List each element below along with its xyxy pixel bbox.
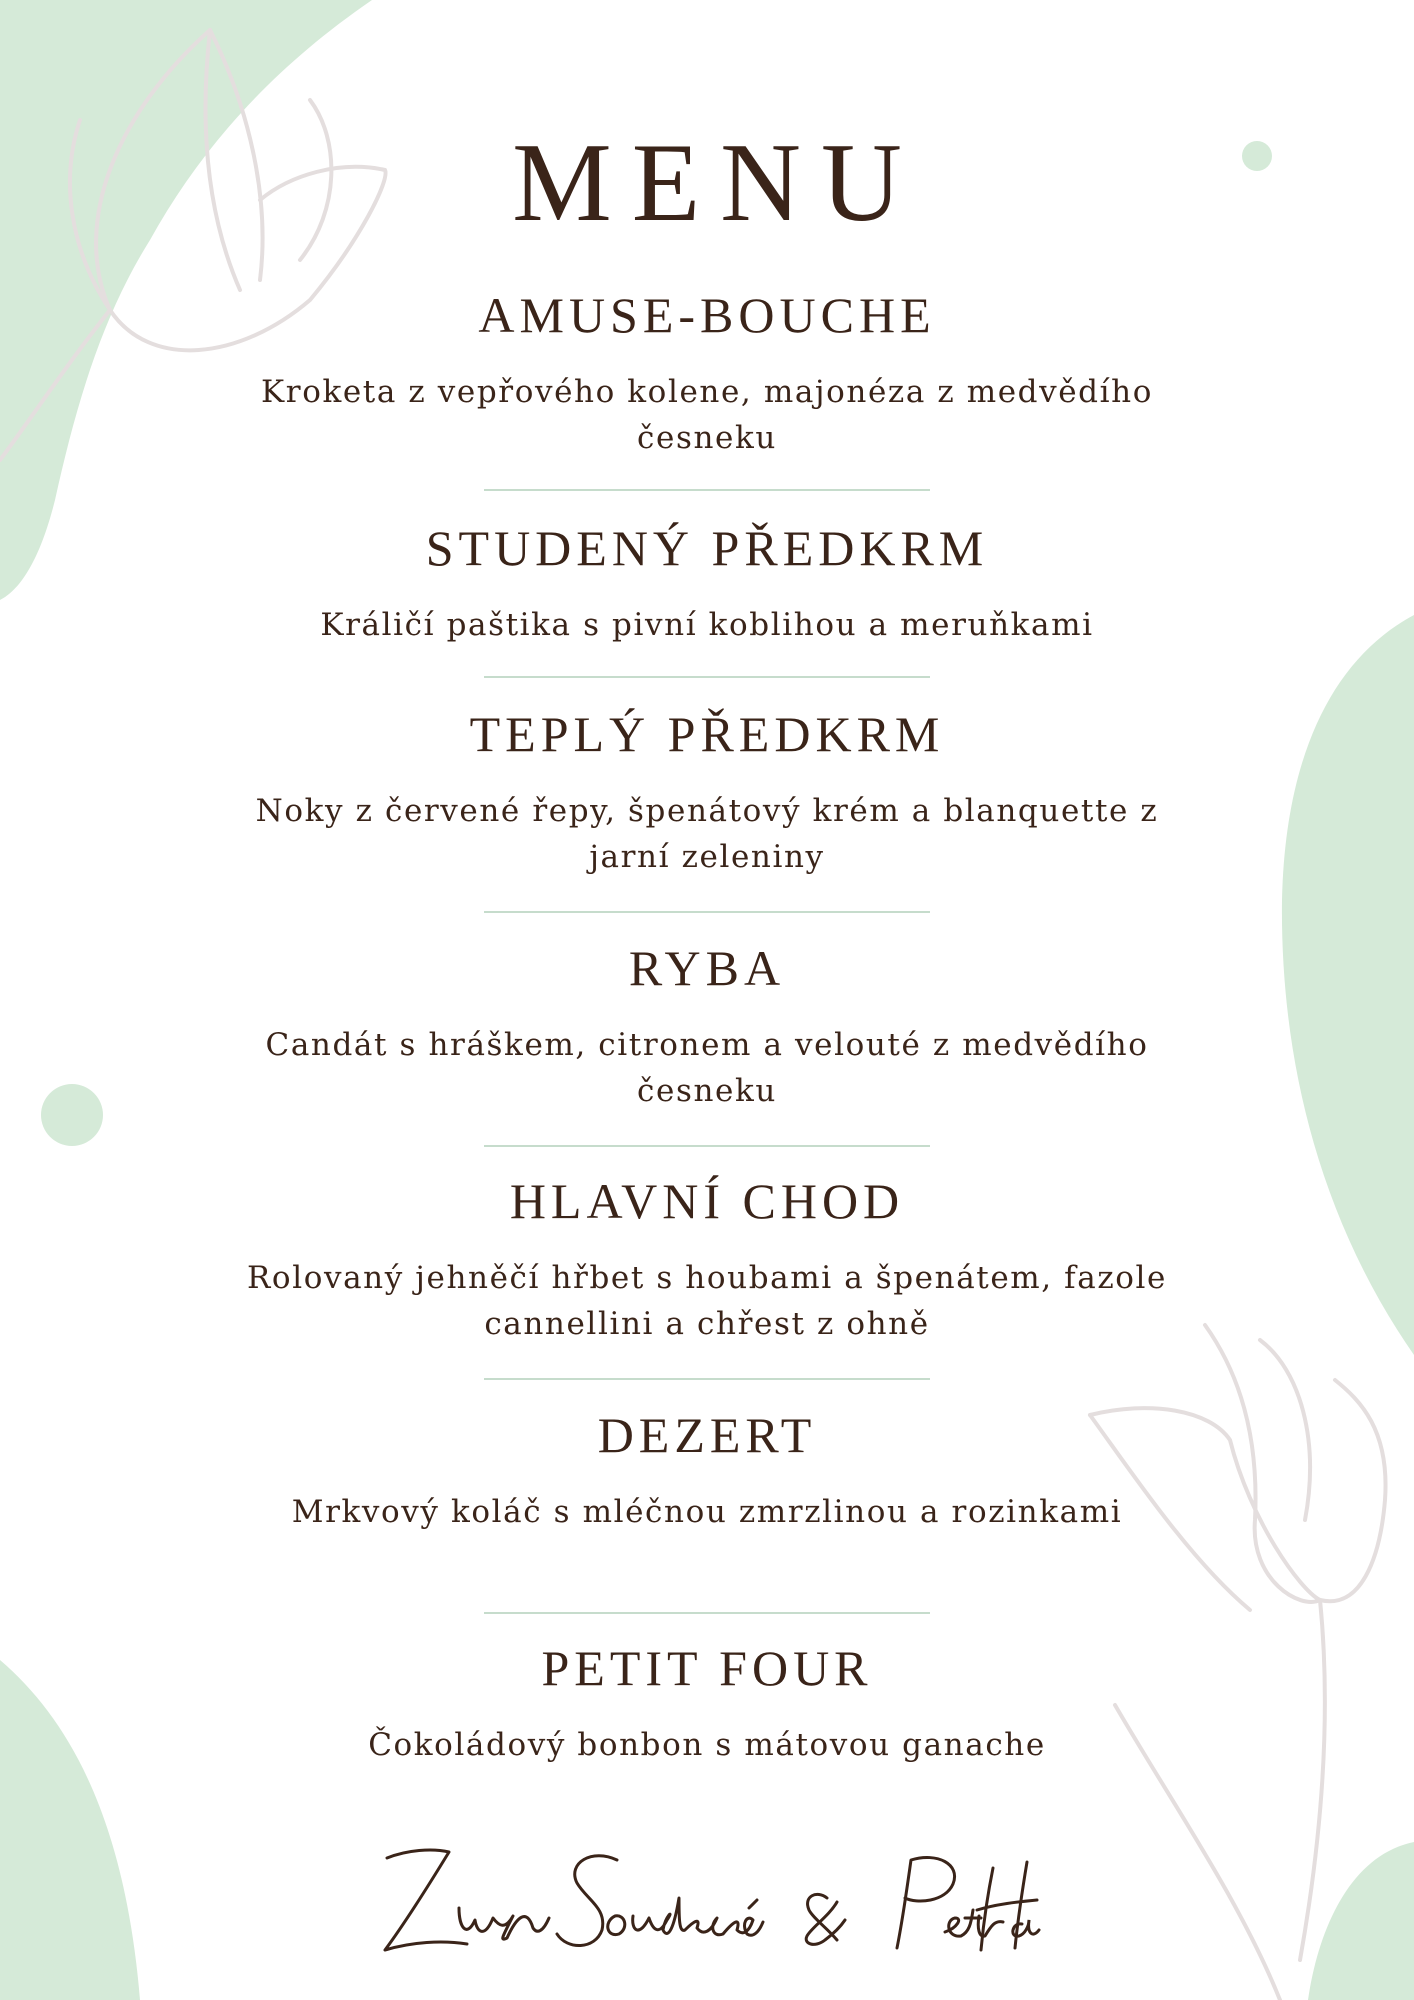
course-studeny-predkrm	[0, 518, 1414, 648]
course-description: Králičí paštika s pivní koblihou a meruňkami	[320, 607, 1094, 643]
divider	[484, 1612, 930, 1614]
course-title: DEZERT	[597, 1407, 817, 1463]
divider	[484, 1378, 930, 1380]
signature-script	[367, 1838, 1047, 1968]
course-hlavni-chod	[0, 1171, 1414, 1347]
menu-title: MENU	[512, 121, 922, 245]
course-description: Kroketa z vepřového kolene, majonéza z medvědího česneku	[261, 374, 1153, 456]
divider	[484, 489, 930, 491]
divider	[484, 911, 930, 913]
course-description: Rolovaný jehněčí hřbet s houbami a špenátem, fazole cannellini a chřest z ohně	[246, 1260, 1167, 1342]
course-description: Čokoládový bonbon s mátovou ganache	[368, 1727, 1046, 1763]
course-title: AMUSE-BOUCHE	[478, 287, 936, 343]
course-title: TEPLÝ PŘEDKRM	[469, 706, 945, 762]
divider	[484, 676, 930, 678]
course-title: RYBA	[628, 940, 786, 996]
course-title: HLAVNÍ CHOD	[509, 1173, 905, 1229]
course-description: Candát s hráškem, citronem a velouté z medvědího česneku	[265, 1027, 1149, 1109]
course-ryba	[0, 938, 1414, 1114]
signature	[0, 1838, 1414, 1968]
course-title: PETIT FOUR	[541, 1640, 873, 1696]
course-amuse-bouche	[0, 285, 1414, 461]
course-teply-predkrm	[0, 704, 1414, 880]
course-dezert	[0, 1405, 1414, 1535]
course-title: STUDENÝ PŘEDKRM	[425, 520, 989, 576]
course-petit-four	[0, 1638, 1414, 1768]
divider	[484, 1145, 930, 1147]
course-description: Mrkvový koláč s mléčnou zmrzlinou a rozinkami	[291, 1494, 1123, 1530]
course-description: Noky z červené řepy, špenátový krém a blanquette z jarní zeleniny	[255, 793, 1159, 875]
